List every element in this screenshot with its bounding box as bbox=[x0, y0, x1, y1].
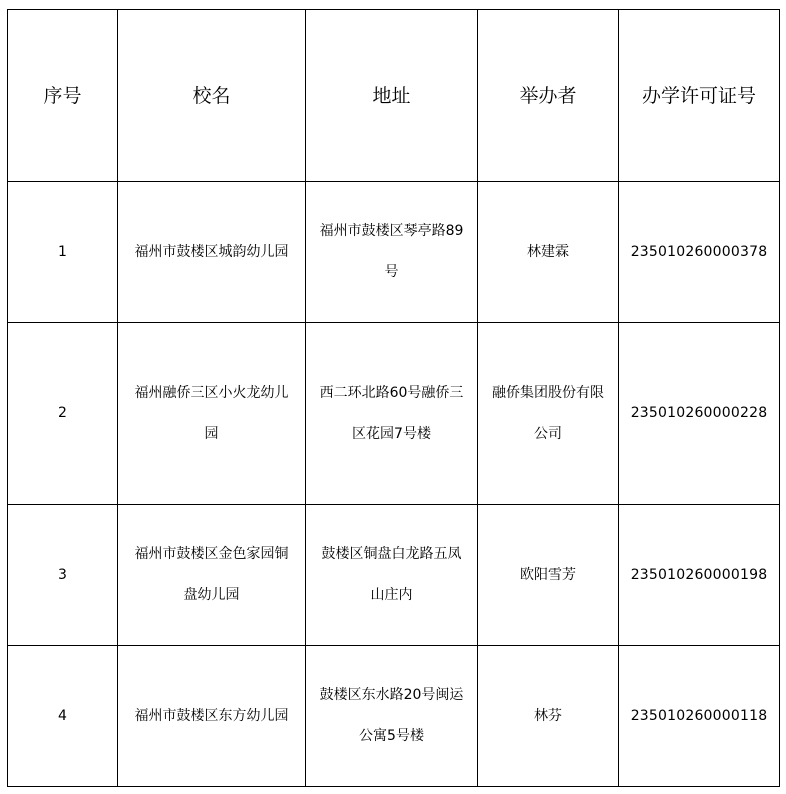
header-sponsor bbox=[478, 10, 619, 182]
school-name: 福州市鼓楼区城韵幼儿园 bbox=[134, 243, 289, 260]
cell-sponsor bbox=[478, 323, 619, 505]
cell-address bbox=[306, 182, 478, 323]
row-index: 1 bbox=[58, 243, 67, 260]
table-row bbox=[8, 323, 780, 505]
school-address: 鼓楼区铜盘白龙路五凤山庄内 bbox=[321, 546, 462, 603]
table-header-row bbox=[8, 10, 780, 182]
cell-name bbox=[118, 323, 306, 505]
header-address bbox=[306, 10, 478, 182]
cell-license bbox=[619, 182, 780, 323]
row-index: 4 bbox=[58, 707, 67, 724]
cell-address bbox=[306, 323, 478, 505]
license-number: 235010260000198 bbox=[630, 566, 768, 583]
row-index: 3 bbox=[58, 566, 67, 583]
license-number: 235010260000378 bbox=[630, 243, 768, 260]
table-row bbox=[8, 646, 780, 787]
cell-address bbox=[306, 646, 478, 787]
header-license bbox=[619, 10, 780, 182]
license-number: 235010260000228 bbox=[630, 405, 768, 421]
school-address: 西二环北路60号融侨三区花园7号楼 bbox=[319, 384, 464, 442]
header-license-label: 办学许可证号 bbox=[641, 84, 756, 107]
table-row bbox=[8, 182, 780, 323]
school-sponsor: 欧阳雪芳 bbox=[520, 566, 576, 583]
cell-index bbox=[8, 182, 118, 323]
cell-license bbox=[619, 323, 780, 505]
school-name: 福州市鼓楼区东方幼儿园 bbox=[134, 707, 289, 724]
school-address: 鼓楼区东水路20号闽运公寓5号楼 bbox=[319, 687, 464, 744]
school-name: 福州融侨三区小火龙幼儿园 bbox=[134, 384, 289, 442]
school-sponsor: 融侨集团股份有限公司 bbox=[492, 384, 604, 442]
cell-name bbox=[118, 182, 306, 323]
cell-index bbox=[8, 646, 118, 787]
cell-sponsor bbox=[478, 646, 619, 787]
cell-name bbox=[118, 505, 306, 646]
license-number: 235010260000118 bbox=[630, 707, 768, 724]
header-index-label: 序号 bbox=[43, 84, 82, 107]
table-row bbox=[8, 505, 780, 646]
cell-license bbox=[619, 646, 780, 787]
school-address: 福州市鼓楼区琴亭路89号 bbox=[319, 223, 464, 280]
school-name: 福州市鼓楼区金色家园铜盘幼儿园 bbox=[134, 546, 289, 603]
school-sponsor: 林芬 bbox=[534, 707, 562, 724]
cell-address bbox=[306, 505, 478, 646]
kindergarten-table bbox=[7, 9, 780, 787]
cell-sponsor bbox=[478, 505, 619, 646]
header-index bbox=[8, 10, 118, 182]
cell-license bbox=[619, 505, 780, 646]
row-index: 2 bbox=[58, 405, 67, 421]
header-name-label: 校名 bbox=[192, 84, 231, 107]
cell-sponsor bbox=[478, 182, 619, 323]
cell-name bbox=[118, 646, 306, 787]
header-name bbox=[118, 10, 306, 182]
school-sponsor: 林建霖 bbox=[527, 243, 569, 260]
header-sponsor-label: 举办者 bbox=[519, 84, 577, 107]
cell-index bbox=[8, 323, 118, 505]
header-address-label: 地址 bbox=[372, 84, 411, 107]
cell-index bbox=[8, 505, 118, 646]
